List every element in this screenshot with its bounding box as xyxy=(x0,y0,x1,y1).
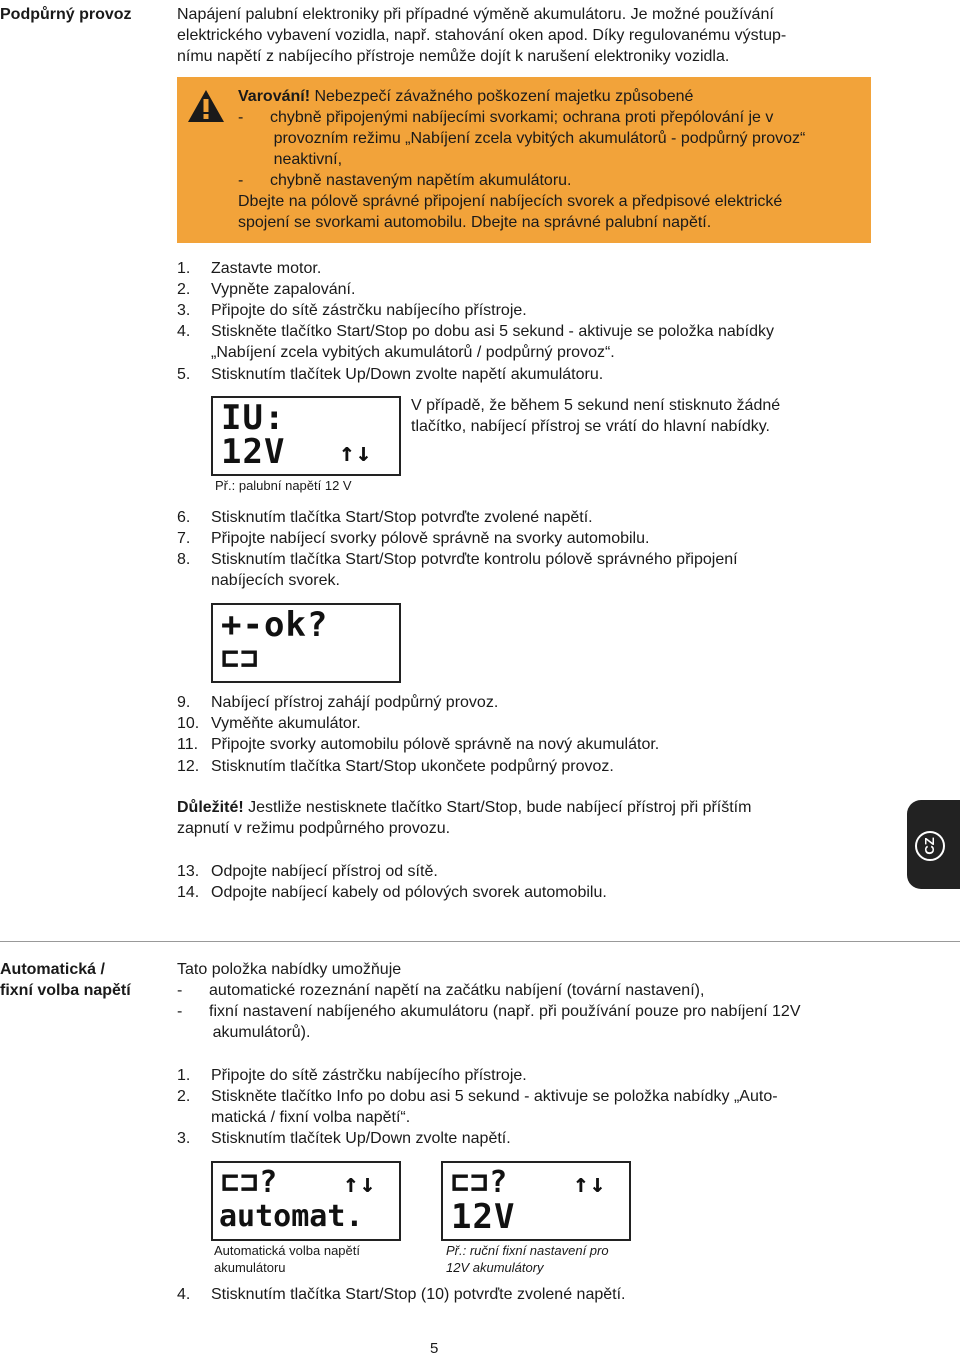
step-text: matická / fixní volba napětí“. xyxy=(211,1109,411,1126)
step-text: Stisknutím tlačítka Start/Stop ukončete podpůrný provoz. xyxy=(211,758,614,775)
section-title-line: fixní volba napětí xyxy=(0,982,131,999)
step-number: 6. xyxy=(177,509,191,526)
step-text: Připojte svorky automobilu pólově správně na nový akumulátor. xyxy=(211,736,660,753)
language-tab-label: CZ xyxy=(915,831,945,861)
step-number: 13. xyxy=(177,863,200,880)
step-number: 7. xyxy=(177,530,191,547)
step-number: 2. xyxy=(177,1088,191,1105)
lcd-caption xyxy=(446,1242,609,1276)
step-text: Připojte nabíjecí svorky pólově správně na svorky automobilu. xyxy=(211,530,650,547)
step-text: Stisknutím tlačítka Start/Stop (10) potvrďte zvolené napětí. xyxy=(211,1286,626,1303)
lcd-display-polarity xyxy=(211,603,401,683)
step-number: 4. xyxy=(177,1286,191,1303)
caption-line: 12V akumulátory xyxy=(446,1260,544,1275)
intro-paragraph xyxy=(177,4,786,67)
page-number: 5 xyxy=(430,1340,439,1357)
step-text: nabíjecích svorek. xyxy=(211,572,340,589)
step-text: Stisknutím tlačítka Start/Stop potvrďte zvolené napětí. xyxy=(211,509,593,526)
lcd-caption xyxy=(214,1242,360,1276)
step-number: 1. xyxy=(177,1067,191,1084)
warning-line: Dbejte na pólově správné připojení nabíjecích svorek a předpisové elektrické xyxy=(238,193,783,210)
step-text: Stiskněte tlačítko Start/Stop po dobu asi 5 sekund - aktivuje se položka nabídky xyxy=(211,323,774,340)
section-title-voltage xyxy=(0,959,131,1001)
lcd-line: 12V xyxy=(451,1197,516,1237)
step-text: Stisknutím tlačítek Up/Down zvolte napětí. xyxy=(211,1130,511,1147)
step-text: „Nabíjení zcela vybitých akumulátorů / podpůrný provoz“. xyxy=(211,344,615,361)
language-tab xyxy=(907,800,960,889)
lcd-line: ⊏⊐? xyxy=(221,1165,279,1200)
step-number: 14. xyxy=(177,884,200,901)
intro-line: - automatické rozeznání napětí na začátku nabíjení (tovární nastavení), xyxy=(177,982,705,999)
warning-text: Nebezpečí závažného poškození majetku způsobené xyxy=(310,88,694,105)
battery-icon: ⊏⊐ xyxy=(221,641,260,676)
lcd-line: 12V xyxy=(221,432,286,472)
step-number: 4. xyxy=(177,323,191,340)
intro-line: akumulátorů). xyxy=(177,1024,311,1041)
warning-line: provozním režimu „Nabíjení zcela vybitých akumulátorů - podpůrný provoz“ xyxy=(238,130,806,147)
lcd-caption: Př.: palubní napětí 12 V xyxy=(215,478,352,493)
lcd-line: IU: xyxy=(221,398,286,438)
warning-icon xyxy=(187,89,225,123)
lcd-line: ⊏⊐? xyxy=(451,1165,509,1200)
step-text: Připojte do sítě zástrčku nabíjecího přístroje. xyxy=(211,302,527,319)
step-text: Připojte do sítě zástrčku nabíjecího přístroje. xyxy=(211,1067,527,1084)
note-line: V případě, že během 5 sekund není stisknuto žádné xyxy=(411,397,781,414)
lcd-display-automatic xyxy=(211,1161,401,1241)
lcd-display-fixed xyxy=(441,1161,631,1241)
note-line: tlačítko, nabíjecí přístroj se vrátí do hlavní nabídky. xyxy=(411,418,770,435)
step-number: 3. xyxy=(177,1130,191,1147)
important-label: Důležité! xyxy=(177,799,244,816)
step-number: 10. xyxy=(177,715,200,732)
intro-line: Napájení palubní elektroniky při případné výměně akumulátoru. Je možné používání xyxy=(177,6,774,23)
important-text: zapnutí v režimu podpůrného provozu. xyxy=(177,820,451,837)
warning-line: neaktivní, xyxy=(238,151,343,168)
intro-line: Tato položka nabídky umožňuje xyxy=(177,961,402,978)
lcd-line: automat. xyxy=(219,1199,364,1234)
warning-line: - chybně nastaveným napětím akumulátoru. xyxy=(238,172,572,189)
step-text: Vyměňte akumulátor. xyxy=(211,715,361,732)
step-number: 2. xyxy=(177,281,191,298)
caption-line: akumulátoru xyxy=(214,1260,286,1275)
intro-line: nímu napětí z nabíjecího přístroje nemůže dojít k narušení elektroniky vozidla. xyxy=(177,48,730,65)
intro-line: - fixní nastavení nabíjeného akumulátoru (např. při používání pouze pro nabíjení 12V xyxy=(177,1003,801,1020)
step-number: 12. xyxy=(177,758,200,775)
step-text: Stisknutím tlačítek Up/Down zvolte napětí akumulátoru. xyxy=(211,366,604,383)
caption-line: Př.: ruční fixní nastavení pro xyxy=(446,1243,609,1258)
intro-line: elektrického vybavení vozidla, např. stahování oken apod. Díky regulovanému výstup- xyxy=(177,27,787,44)
step-text: Vypněte zapalování. xyxy=(211,281,356,298)
up-down-arrows-icon: ↑↓ xyxy=(573,1169,607,1199)
caption-line: Automatická volba napětí xyxy=(214,1243,360,1258)
section-title-support: Podpůrný provoz xyxy=(0,6,132,23)
important-note xyxy=(177,797,751,839)
step-text: Odpojte nabíjecí kabely od pólových svorek automobilu. xyxy=(211,884,607,901)
step-text: Zastavte motor. xyxy=(211,260,322,277)
section-title-line: Automatická / xyxy=(0,961,105,978)
step-number: 5. xyxy=(177,366,191,383)
step-number: 3. xyxy=(177,302,191,319)
warning-line: spojení se svorkami automobilu. Dbejte na správné palubní napětí. xyxy=(238,214,712,231)
intro-paragraph-2 xyxy=(177,959,801,1043)
step-text: Odpojte nabíjecí přístroj od sítě. xyxy=(211,863,438,880)
step-text: Nabíjecí přístroj zahájí podpůrný provoz. xyxy=(211,694,499,711)
step-text: Stiskněte tlačítko Info po dobu asi 5 sekund - aktivuje se položka nabídky „Auto- xyxy=(211,1088,778,1105)
warning-box xyxy=(177,77,871,243)
up-down-arrows-icon: ↑↓ xyxy=(343,1169,377,1199)
lcd-display-voltage xyxy=(211,396,401,476)
section-divider xyxy=(0,941,960,942)
step-number: 8. xyxy=(177,551,191,568)
step-text: Stisknutím tlačítka Start/Stop potvrďte kontrolu pólově správného připojení xyxy=(211,551,738,568)
up-down-arrows-icon: ↑↓ xyxy=(339,438,373,468)
note-paragraph xyxy=(411,395,780,437)
lcd-line: +-ok? xyxy=(221,605,329,645)
important-text: Jestliže nestisknete tlačítko Start/Stop, bude nabíjecí přístroj při příštím xyxy=(243,799,752,816)
step-number: 1. xyxy=(177,260,191,277)
step-number: 11. xyxy=(177,736,199,753)
warning-line: - chybně připojenými nabíjecími svorkami; ochrana proti přepólování je v xyxy=(238,109,774,126)
warning-label: Varování! xyxy=(238,88,311,105)
step-number: 9. xyxy=(177,694,191,711)
